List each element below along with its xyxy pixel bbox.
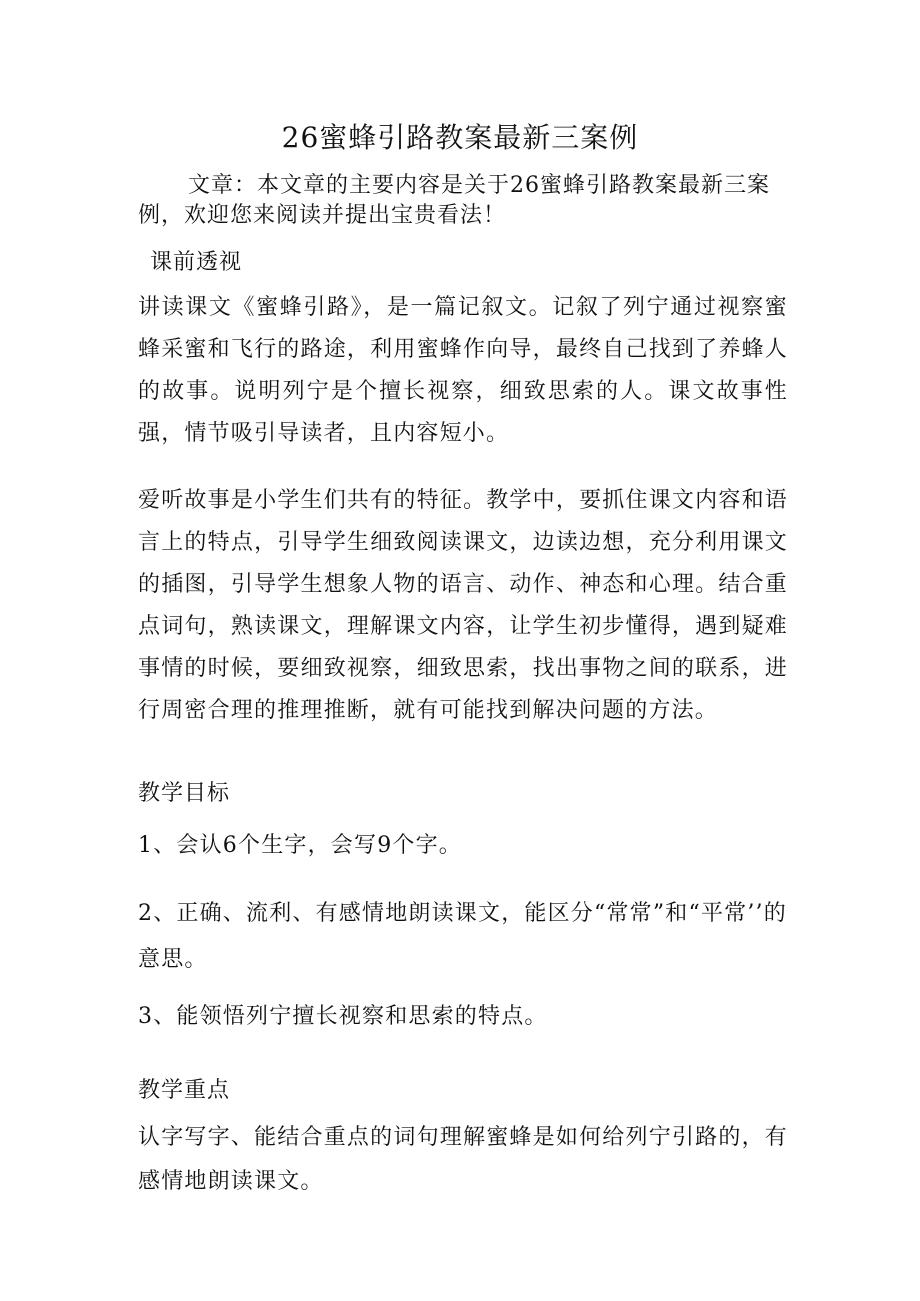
body-paragraph: 讲读课文《蜜蜂引路》，是一篇记叙文。记叙了列宁通过视察蜜蜂采蜜和飞行的路途，利用蜜蜂作向导，最终自己找到了养蜂人的故事。说明列宁是个擅长视察，细致思索的人。课文故事性强，情节吸引导读者，且内容短小。 bbox=[138, 295, 788, 446]
section-heading-objectives: 教学目标 bbox=[138, 781, 231, 806]
body-paragraph: 认字写字、能结合重点的词句理解蜜蜂是如何给列宁引路的，有感情地朗读课文。 bbox=[138, 1125, 788, 1194]
body-paragraph: 爱听故事是小学生们共有的特征。教学中，要抓住课文内容和语言上的特点，引导学生细致阅读课文，边读边想，充分利用课文的插图，引导学生想象人物的语言、动作、神态和心理。结合重点词句，熟读课文，理解课文内容，让学生初步懂得，遇到疑难事情的时候，要细致视察，细致思索，找出事物之间的联系，进行周密合理的推理推断，就有可能找到解决问题的方法。 bbox=[138, 488, 788, 723]
section-heading-preview: 课前透视 bbox=[150, 250, 243, 275]
list-item: 1、会认6个生字，会写9个字。 bbox=[138, 833, 462, 858]
section-heading-key-points: 教学重点 bbox=[138, 1078, 231, 1103]
intro-paragraph: 文章：本文章的主要内容是关于26蜜蜂引路教案最新三案例，欢迎您来阅读并提出宝贵看法！ bbox=[138, 173, 770, 228]
list-item: 3、能领悟列宁擅长视察和思索的特点。 bbox=[138, 1004, 548, 1029]
list-item: 2、正确、流利、有感情地朗读课文，能区分“常常”和“平常’’的意思。 bbox=[138, 901, 787, 972]
document-title: 26蜜蜂引路教案最新三案例 bbox=[281, 121, 639, 154]
